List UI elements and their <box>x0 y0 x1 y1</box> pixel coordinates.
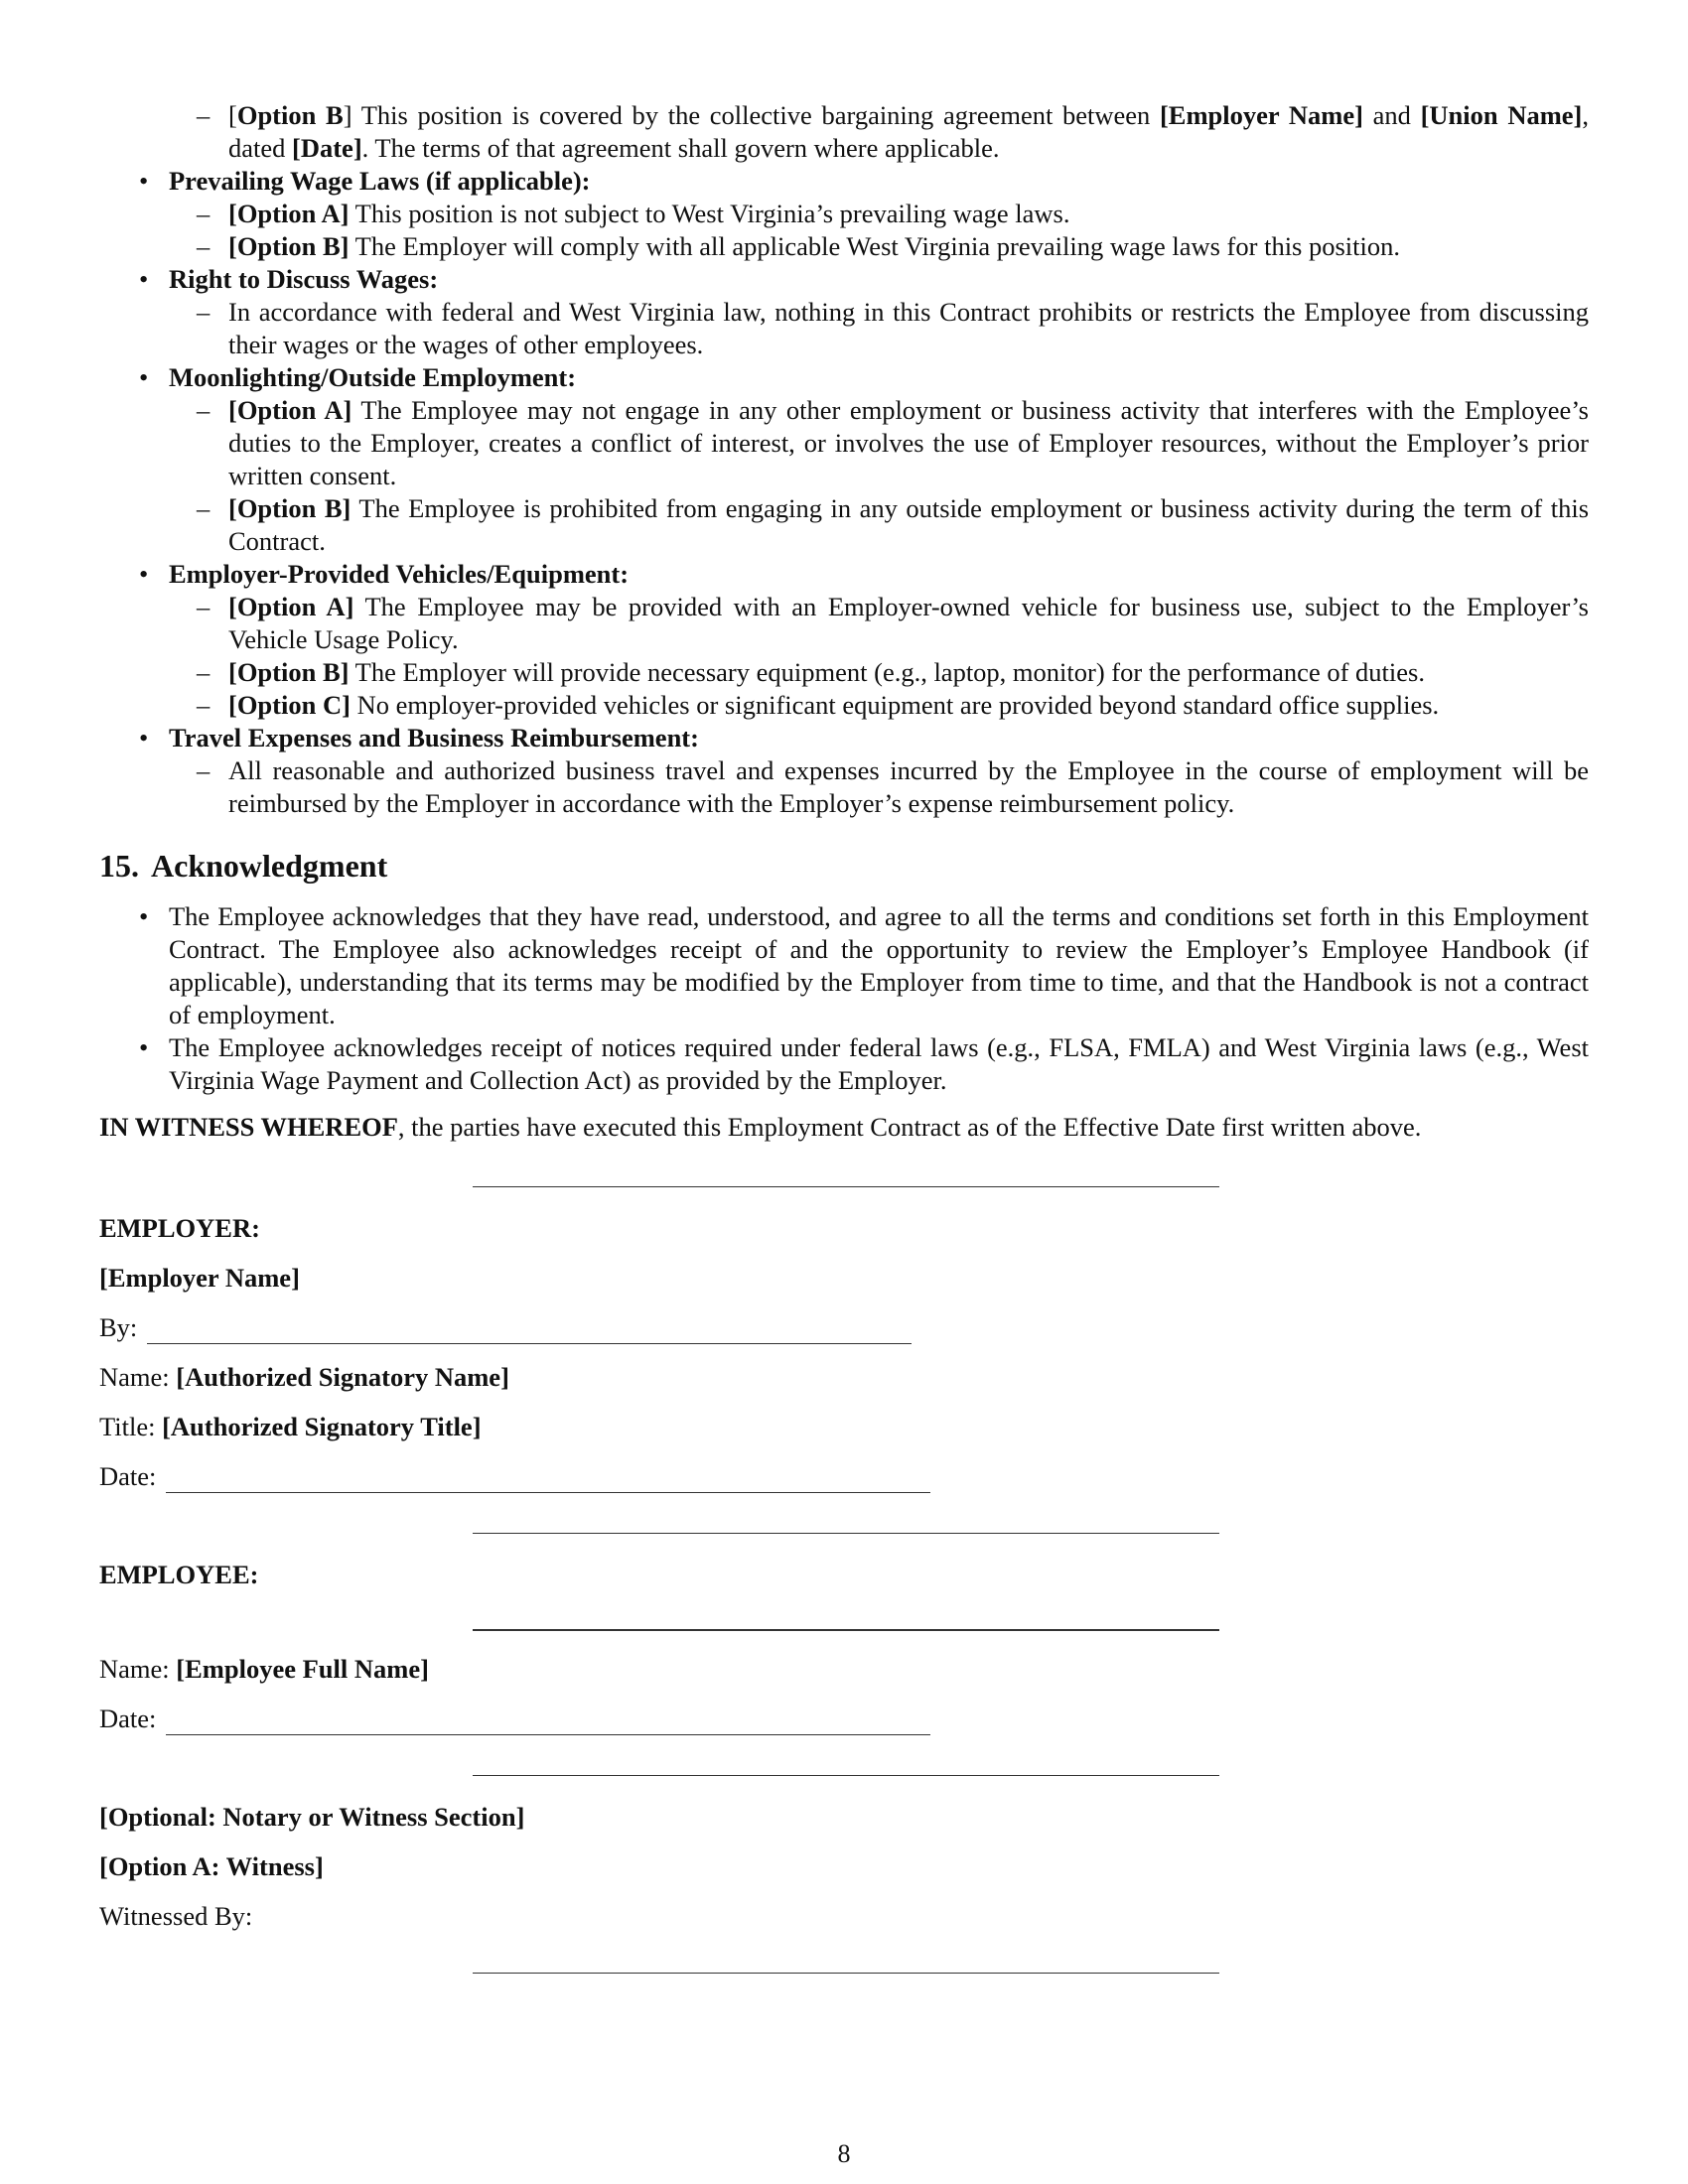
witnessed-by-label: Witnessed By: <box>99 1901 253 1931</box>
list-item: – All reasonable and authorized business travel and expenses incurred by the Employee in the course of employment will be reimbursed by the Employer in accordance with the Employer’s expense reimbursement policy. <box>197 755 1589 818</box>
option-b-cba: – [Option B] This position is covered by the collective bargaining agreement between [Employer Name] and [Union Name], dated [Date]. The terms of that agreement shall govern where applicable. <box>197 100 1589 163</box>
dash-bullet: – <box>197 100 211 130</box>
employee-heading: EMPLOYEE: <box>99 1560 259 1589</box>
union-name-placeholder: [Union Name] <box>1420 100 1583 130</box>
list-item: – [Option A] This position is not subject to West Virginia’s prevailing wage laws. <box>197 199 1070 228</box>
bullet-dot: • <box>139 166 149 196</box>
bullet-title: Employer-Provided Vehicles/Equipment: <box>169 559 630 589</box>
list-item: – [Option A] The Employee may not engage in any other employment or business activity that interferes with the Employee’s duties to the Employer, creates a conflict of interest, or involves the use of Employer resources, without the Employer’s prior written consent. <box>197 395 1589 490</box>
employer-signature-line[interactable] <box>147 1317 912 1344</box>
list-item: • The Employee acknowledges that they have read, understood, and agree to all the terms and conditions set forth in this Employment Contract. The Employee also acknowledges receipt of and the opportunity to review the Employer’s Employee Handbook (if applicable), understanding that its terms may be modified by the Employer from time to time, and that the Handbook is not a contract of employment. <box>139 901 1589 1029</box>
employer-signatory-title-row: Title: [Authorized Signatory Title] <box>99 1412 482 1441</box>
bullet-title: Right to Discuss Wages: <box>169 264 439 294</box>
bullet-vehicles-equipment: • Employer-Provided Vehicles/Equipment: <box>139 559 630 589</box>
bullet-prevailing-wage <box>99 165 1589 198</box>
bullet-title: Moonlighting/Outside Employment: <box>169 362 577 392</box>
list-item: – [Option B] The Employer will comply with all applicable West Virginia prevailing wage laws for this position. <box>197 231 1401 261</box>
list-item: • The Employee acknowledges receipt of notices required under federal laws (e.g., FLSA, FMLA) and West Virginia laws (e.g., West Virginia Wage Payment and Collection Act) as provided by the Employer. <box>139 1032 1589 1095</box>
employer-signatory-name-row: Name: [Authorized Signatory Name] <box>99 1362 509 1392</box>
employer-date-line[interactable] <box>166 1466 930 1493</box>
employer-date-row: Date: <box>99 1460 1589 1493</box>
employee-signature-line[interactable] <box>473 1629 1219 1631</box>
bullet-right-to-discuss-wages: • Right to Discuss Wages: <box>139 264 439 294</box>
employer-name-placeholder: [Employer Name] <box>1159 100 1363 130</box>
list-item: – [Option C] No employer-provided vehicles or significant equipment are provided beyond standard office supplies. <box>197 690 1440 720</box>
witness-signature-line[interactable] <box>473 1973 1219 1974</box>
employer-heading: EMPLOYER: <box>99 1213 260 1243</box>
employee-date-line[interactable] <box>166 1708 930 1735</box>
list-item: – [Option B] The Employer will provide necessary equipment (e.g., laptop, monitor) for the performance of duties. <box>197 657 1425 687</box>
separator-line <box>473 1186 1219 1187</box>
section-heading-acknowledgment: 15. Acknowledgment <box>99 848 388 884</box>
employer-by-row: By: <box>99 1311 1589 1344</box>
separator-line <box>473 1775 1219 1776</box>
separator-line <box>473 1533 1219 1534</box>
bullet-title: Travel Expenses and Business Reimbursement: <box>169 723 699 752</box>
employee-date-row: Date: <box>99 1703 1589 1735</box>
list-item: – [Option B] The Employee is prohibited from engaging in any outside employment or business activity during the term of this Contract. <box>197 493 1590 556</box>
option-label: Option B <box>236 100 344 130</box>
in-witness-whereof: IN WITNESS WHEREOF, the parties have executed this Employment Contract as of the Effective Date first written above. <box>99 1112 1422 1142</box>
bullet-title: Prevailing Wage Laws (if applicable): <box>169 166 591 196</box>
employee-name-row: Name: [Employee Full Name] <box>99 1654 429 1684</box>
option-a-witness: [Option A: Witness] <box>99 1851 324 1881</box>
optional-notary-heading: [Optional: Notary or Witness Section] <box>99 1802 525 1832</box>
bullet-moonlighting: • Moonlighting/Outside Employment: <box>139 362 577 392</box>
list-item: – In accordance with federal and West Virginia law, nothing in this Contract prohibits or restricts the Employee from discussing their wages or the wages of other employees. <box>197 297 1589 359</box>
document-page <box>99 99 1589 1974</box>
list-item: – [Option A] The Employee may be provided with an Employer-owned vehicle for business use, subject to the Employer’s Vehicle Usage Policy. <box>197 592 1589 654</box>
date-placeholder: [Date] <box>292 133 362 163</box>
employer-name: [Employer Name] <box>99 1263 300 1293</box>
page-number: 8 <box>837 2139 851 2168</box>
bullet-travel-expenses: • Travel Expenses and Business Reimbursement: <box>139 723 699 752</box>
